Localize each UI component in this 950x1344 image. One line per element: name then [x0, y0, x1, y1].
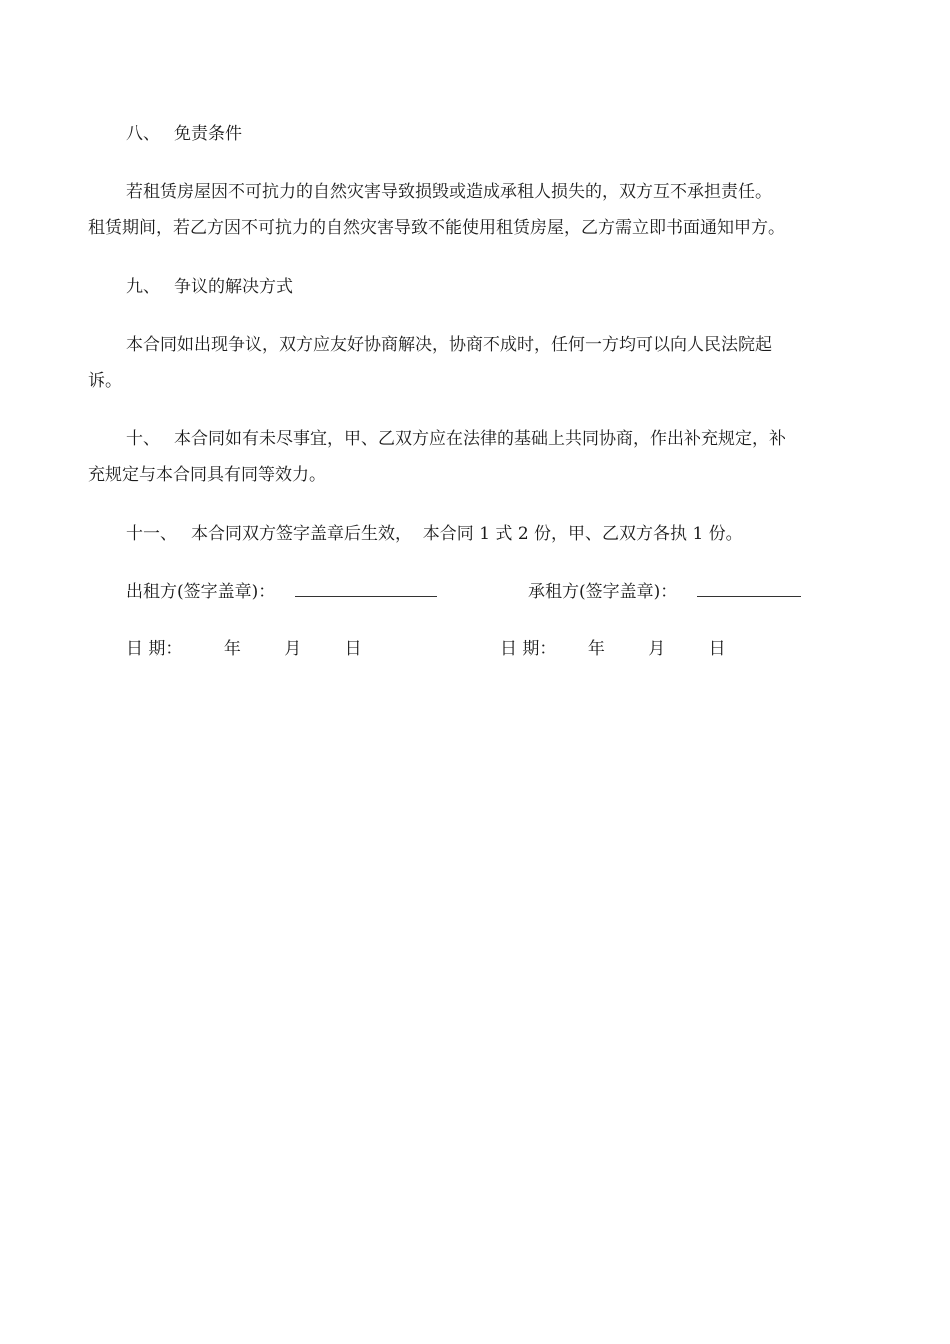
lessee-signature-field [528, 581, 801, 603]
lessee-date-month: 月 [648, 639, 666, 659]
section-9-paragraph-line-1: 本合同如出现争议，双方应友好协商解决，协商不成时，任何一方均可以向人民法院起 [126, 335, 772, 355]
section-10-text: 本合同如有未尽事宜，甲、乙双方应在法律的基础上共同协商，作出补充规定，补 [174, 429, 786, 449]
lessor-date-year: 年 [223, 639, 241, 659]
lessee-date-day: 日 [708, 639, 726, 659]
section-9-title: 争议的解决方式 [174, 277, 293, 297]
lessee-signature-label: 承租方(签字盖章)： [528, 582, 678, 602]
section-11-number: 十一、 [126, 524, 177, 544]
lessor-signature-label: 出租方(签字盖章)： [126, 582, 276, 602]
lessee-date-label: 日 期： [500, 639, 557, 659]
lessee-date-year: 年 [587, 639, 605, 659]
lessor-date-label: 日 期： [126, 639, 183, 659]
lessor-signature-blank[interactable] [295, 582, 437, 597]
section-8-number: 八、 [126, 124, 160, 144]
section-9-number: 九、 [126, 277, 160, 297]
lessee-date-field [500, 638, 726, 660]
section-10-number: 十、 [126, 429, 160, 449]
section-8-paragraph-line-2: 租赁期间，若乙方因不可抗力的自然灾害导致不能使用租赁房屋，乙方需立即书面通知甲方。 [88, 218, 785, 238]
lessor-date-field [126, 638, 362, 660]
lessee-signature-blank[interactable] [697, 582, 801, 597]
section-8-heading [126, 123, 242, 145]
lessor-signature-field [126, 581, 437, 603]
lessor-date-month: 月 [284, 639, 302, 659]
section-9-paragraph-line-2: 诉。 [88, 371, 122, 391]
section-8-title: 免责条件 [174, 124, 242, 144]
lessor-date-day: 日 [344, 639, 362, 659]
section-9-heading [126, 276, 293, 298]
section-10-line-1 [126, 428, 786, 450]
section-11-line [126, 523, 743, 545]
section-8-paragraph-line-1: 若租赁房屋因不可抗力的自然灾害导致损毁或造成承租人损失的，双方互不承担责任。 [126, 182, 772, 202]
section-11-text: 本合同双方签字盖章后生效， 本合同 1 式 2 份，甲、乙双方各执 1 份。 [191, 524, 743, 544]
section-10-line-2: 充规定与本合同具有同等效力。 [88, 465, 326, 485]
